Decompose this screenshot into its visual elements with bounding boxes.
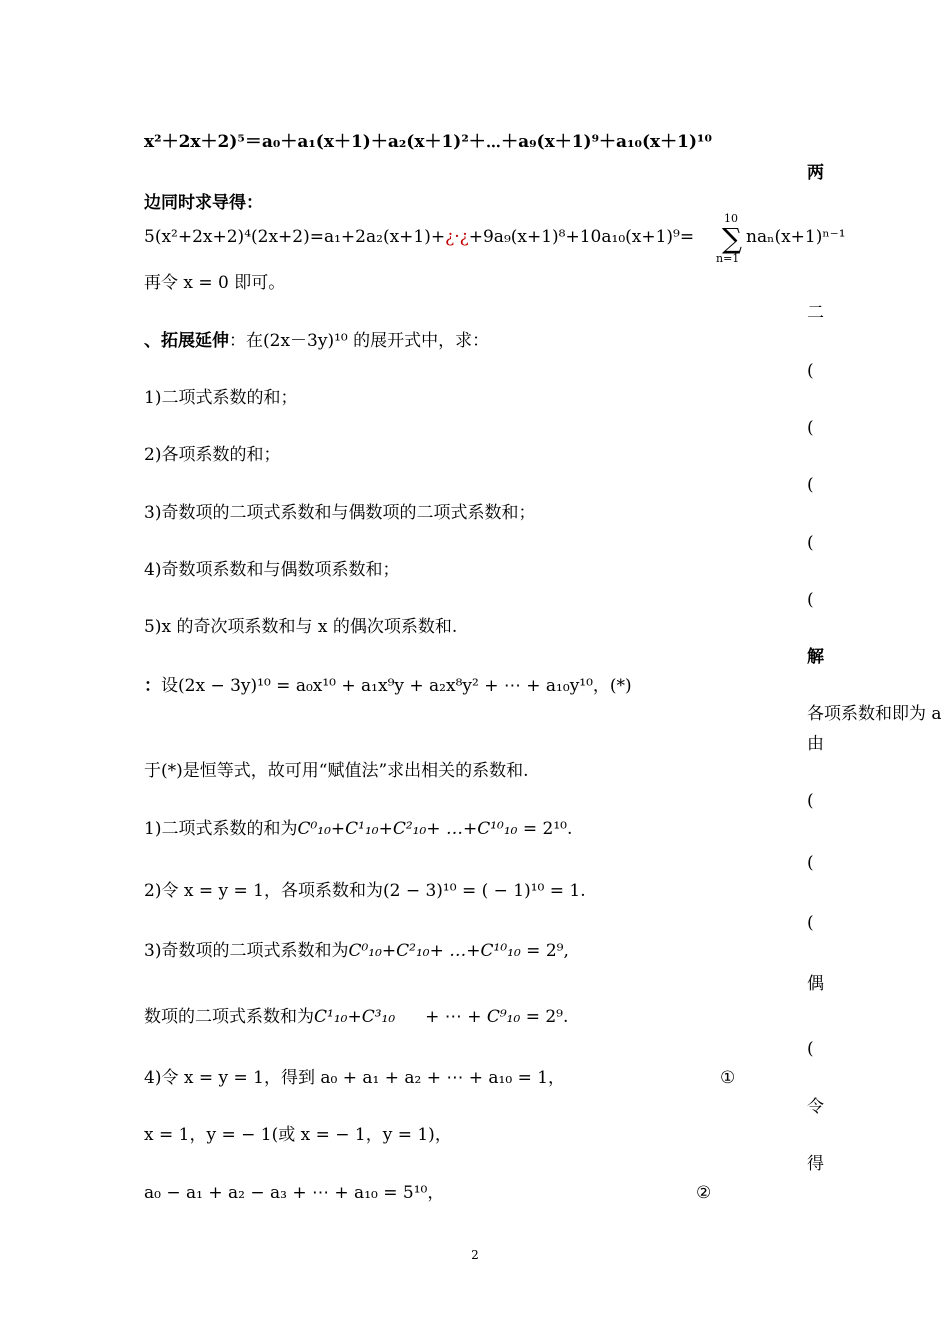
right-fragment-15: ( <box>807 1039 814 1059</box>
sum-term-b: ₙ(x+1)ⁿ⁻¹ <box>767 227 846 247</box>
solution-setup-text: 设(2x − 3y)¹⁰ = a₀x¹⁰ + a₁x⁹y + a₂x⁸y² + ⋯ + a₁₀y¹⁰，(*) <box>161 676 632 696</box>
derivative-intro: 边同时求导得： <box>144 193 263 213</box>
right-fragment-7: ( <box>807 590 814 610</box>
identity-note: 于(*)是恒等式，故可用“赋值法”求出相关的系数和. <box>144 761 529 781</box>
answer-3b-ellipsis: + ⋯ + <box>425 1007 487 1027</box>
page-number: 2 <box>471 1248 479 1262</box>
right-fragment-8: 解 <box>807 647 824 667</box>
answer-3a-label: 3)奇数项的二项式系数和为 <box>144 941 349 961</box>
formula-line-1: x²＋2x＋2)⁵＝a₀＋a₁(x＋1)＋a₂(x＋1)²＋⋯＋a₉(x＋1)⁹＋a₁₀(x＋1)¹⁰ <box>144 132 712 152</box>
sum-upper-limit: 10 <box>724 212 738 225</box>
section-heading <box>144 330 489 352</box>
right-fragment-3: ( <box>807 361 814 381</box>
equation-marker-2: ② <box>696 1183 712 1203</box>
question-4: 4)奇数项系数和与偶数项系数和； <box>144 560 400 580</box>
right-fragment-16: 令 <box>807 1097 824 1117</box>
answer-3a <box>144 940 569 962</box>
right-fragment-9: 各项系数和即为 a <box>807 704 942 724</box>
question-2: 2)各项系数的和； <box>144 445 281 465</box>
question-1: 1)二项式系数的和； <box>144 388 298 408</box>
answer-3b-result: = 2⁹. <box>520 1007 569 1027</box>
sum-term-a: na <box>746 227 768 247</box>
right-fragment-12: ( <box>807 853 814 873</box>
derivative-part-b: +9a₉(x+1)⁸+10a₁₀(x+1)⁹= <box>468 227 695 247</box>
equation-marker-1: ① <box>720 1068 736 1088</box>
question-3: 3)奇数项的二项式系数和与偶数项的二项式系数和； <box>144 503 536 523</box>
answer-3b <box>144 1006 568 1028</box>
solution-colon: ： <box>144 676 161 696</box>
right-fragment-17: 得 <box>807 1154 824 1174</box>
answer-4c: a₀ − a₁ + a₂ − a₃ + ⋯ + a₁₀ = 5¹⁰， <box>144 1183 445 1203</box>
right-fragment-11: ( <box>807 791 814 811</box>
section-heading-rest: ：在(2x－3y)¹⁰ 的展开式中，求： <box>229 331 490 351</box>
answer-3b-label: 数项的二项式系数和为 <box>144 1007 314 1027</box>
answer-2: 2)令 x = y = 1，各项系数和为(2 − 3)¹⁰ = ( − 1)¹⁰ = 1. <box>144 881 586 901</box>
right-fragment-4: ( <box>807 418 814 438</box>
sum-lower-limit: n=1 <box>716 252 740 265</box>
right-fragment-5: ( <box>807 475 814 495</box>
right-fragment-13: ( <box>807 913 814 933</box>
right-fragment-1: 两 <box>807 163 824 183</box>
answer-1-label: 1)二项式系数的和为 <box>144 819 298 839</box>
solution-setup <box>144 675 632 697</box>
render-error-glyphs: ¿·¿ <box>445 227 469 247</box>
question-5: 5)x 的奇次项系数和与 x 的偶次项系数和. <box>144 617 458 637</box>
sigma-icon: ∑ <box>722 222 742 255</box>
right-fragment-6: ( <box>807 533 814 553</box>
answer-3a-combination-sum: C⁰₁₀+C²₁₀+ …+C¹⁰₁₀ <box>348 941 521 961</box>
answer-1-result: = 2¹⁰. <box>517 819 573 839</box>
substitute-line: 再令 x = 0 即可。 <box>144 273 286 293</box>
section-heading-bold: 、拓展延伸 <box>144 331 229 351</box>
answer-1 <box>144 818 572 840</box>
answer-3b-combination-end: C⁹₁₀ <box>486 1007 521 1027</box>
derivative-formula <box>144 226 694 248</box>
answer-3b-combination-start: C¹₁₀+C³₁₀ <box>314 1007 396 1027</box>
answer-3a-result: = 2⁹, <box>520 941 569 961</box>
answer-4b: x = 1，y = − 1(或 x = − 1，y = 1)， <box>144 1125 452 1145</box>
answer-4a: 4)令 x = y = 1，得到 a₀ + a₁ + a₂ + ⋯ + a₁₀ = 1， <box>144 1068 566 1088</box>
answer-1-combination-sum: C⁰₁₀+C¹₁₀+C²₁₀+ …+C¹⁰₁₀ <box>297 819 518 839</box>
derivative-part-a: 5(x²+2x+2)⁴(2x+2)=a₁+2a₂(x+1)+ <box>144 227 446 247</box>
right-fragment-14: 偶 <box>807 974 824 994</box>
right-fragment-2: 二 <box>807 303 824 323</box>
summation-term <box>746 226 846 248</box>
right-fragment-10: 由 <box>807 734 824 754</box>
